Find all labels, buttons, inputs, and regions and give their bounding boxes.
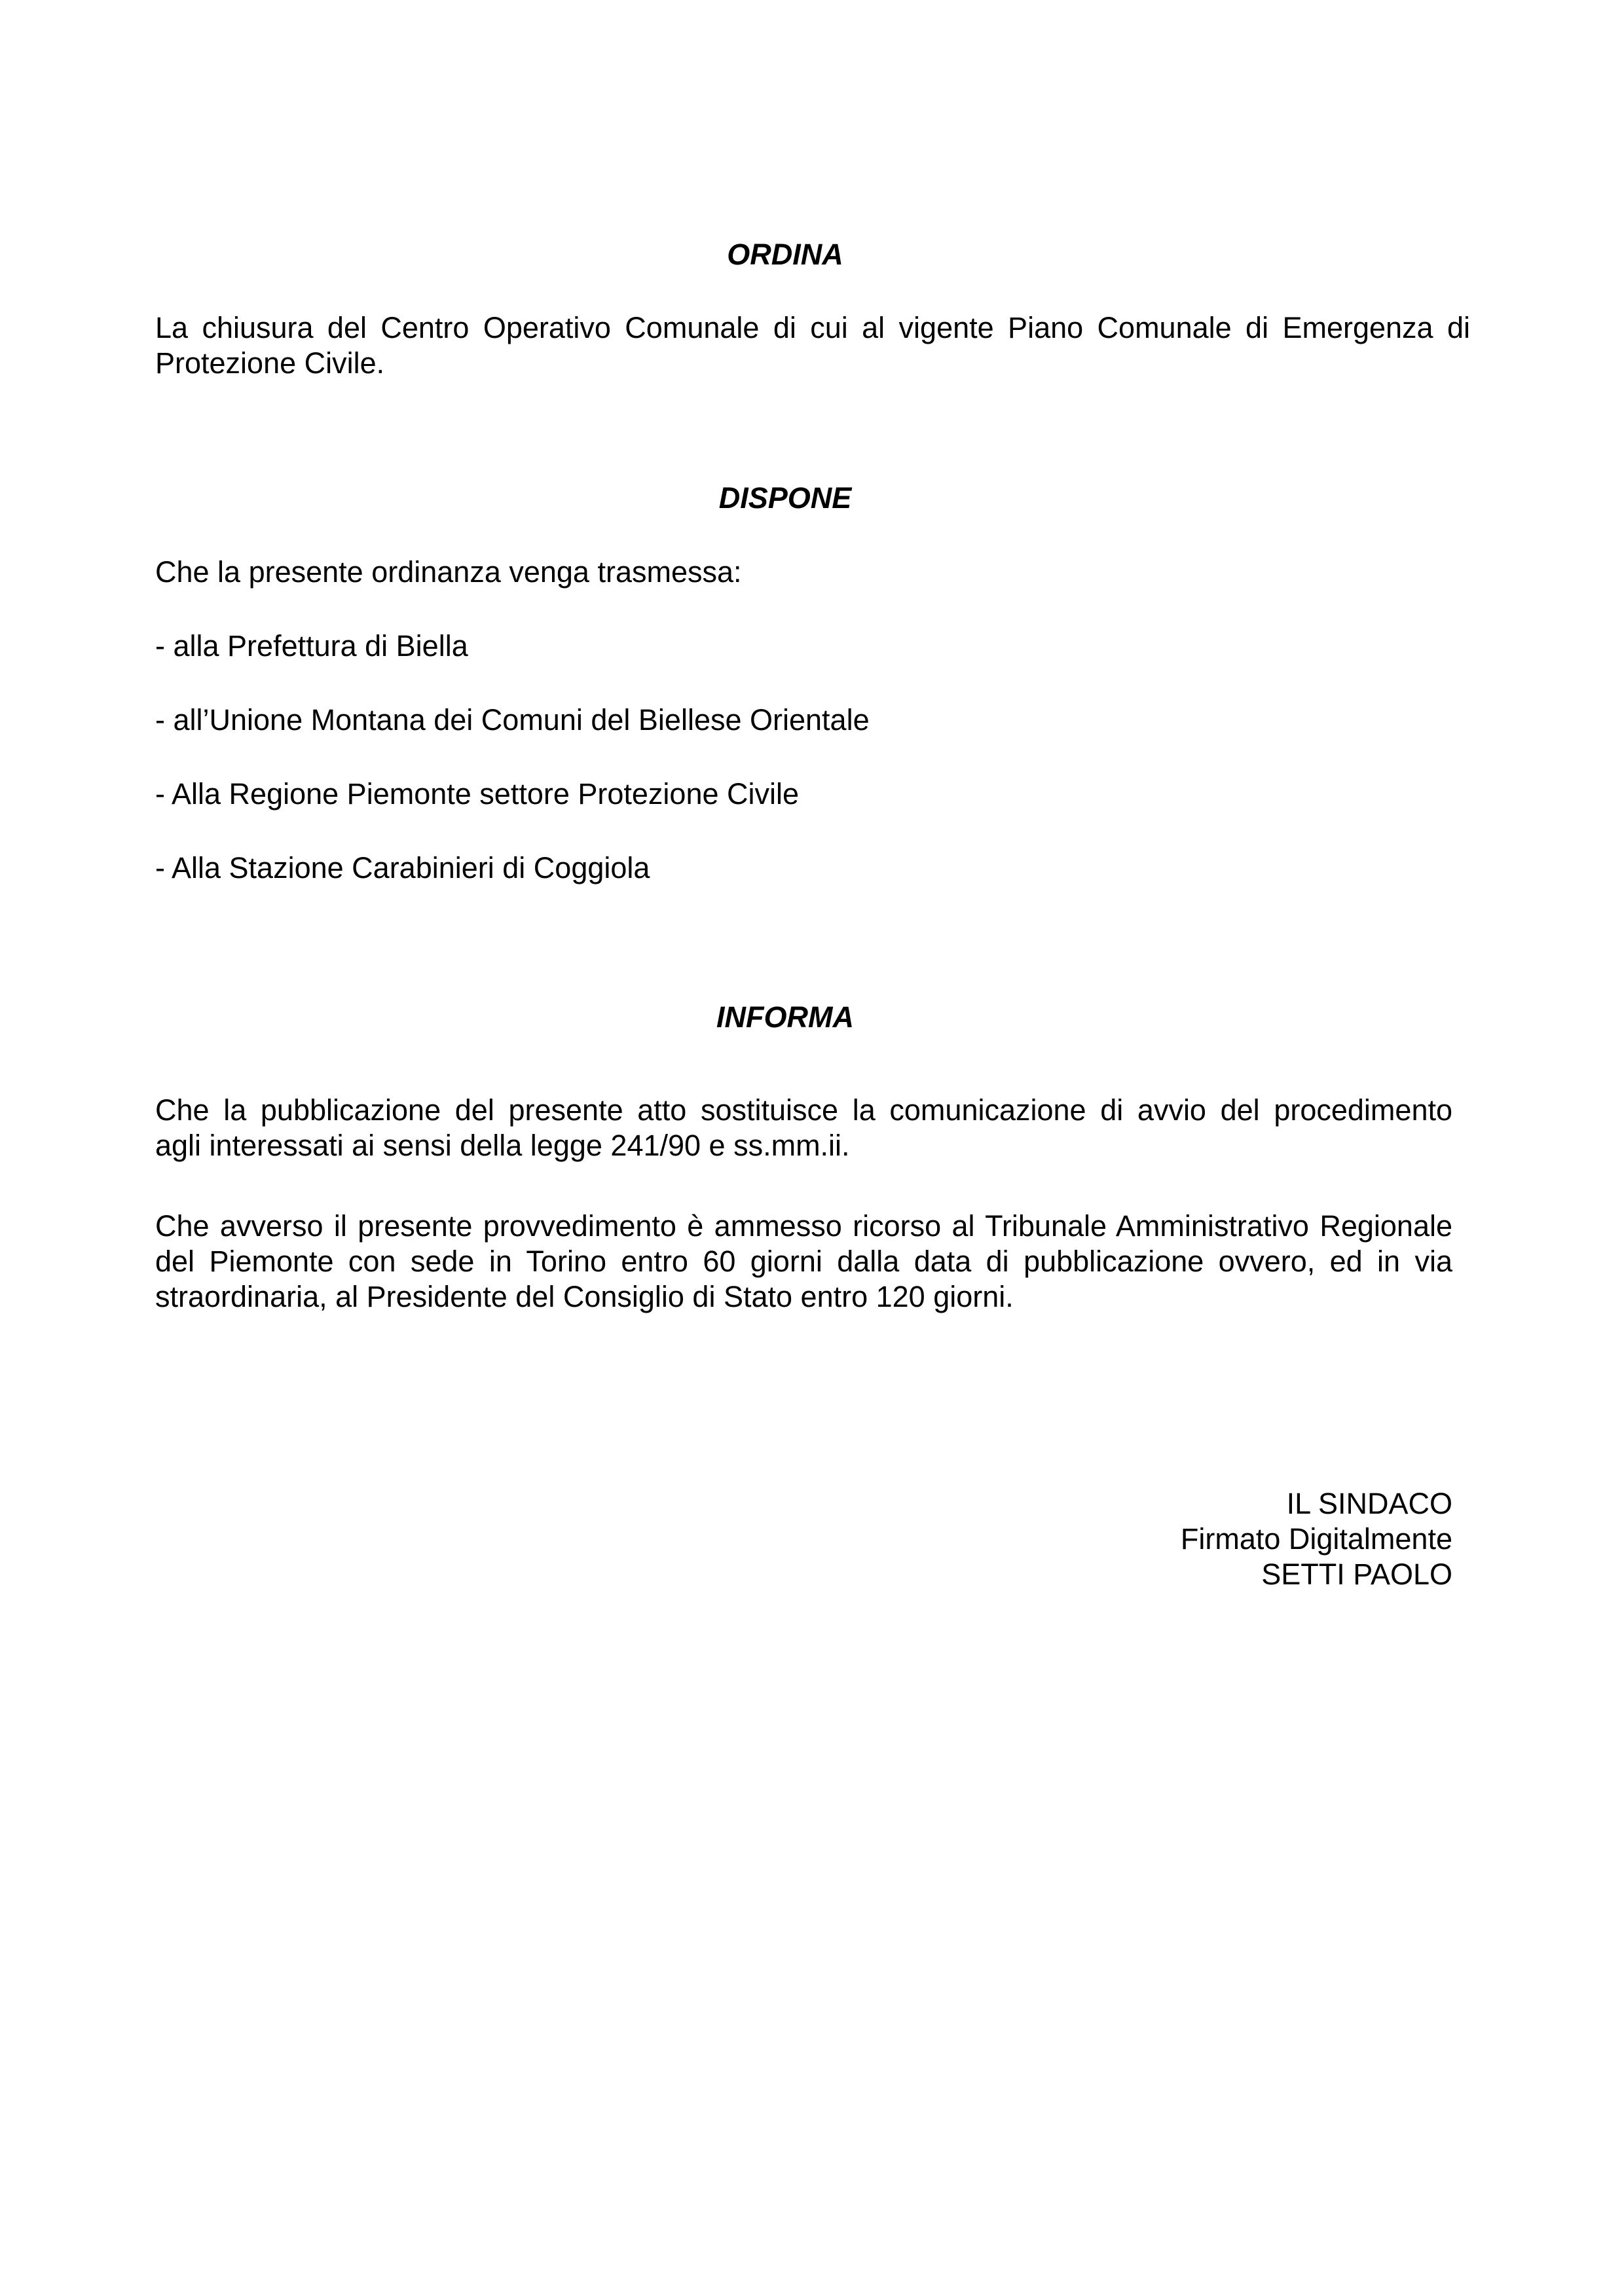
ordina-paragraph-line-1: La chiusura del Centro Operativo Comunale di cui al vigente Piano Comunale di Emergenza di (155, 311, 1470, 344)
informa-paragraph-1-line-2: agli interessati ai sensi della legge 241/90 e ss.mm.ii. (155, 1129, 850, 1162)
signature-name: SETTI PAOLO (1261, 1558, 1452, 1591)
signature-block (1181, 1486, 1452, 1592)
informa-paragraph-2-line-1: Che avverso il presente provvedimento è ammesso ricorso al Tribunale Amministrativo Regionale (155, 1209, 1452, 1243)
recipient-item: - all’Unione Montana dei Comuni del Biellese Orientale (155, 703, 870, 737)
informa-paragraph-1-line-1: Che la pubblicazione del presente atto sostituisce la comunicazione di avvio del procedimento (155, 1093, 1452, 1127)
ordina-paragraph-line-2: Protezione Civile. (155, 346, 385, 380)
recipient-item: - Alla Regione Piemonte settore Protezione Civile (155, 777, 800, 811)
dispone-heading: DISPONE (718, 481, 852, 515)
dispone-intro: Che la presente ordinanza venga trasmessa: (155, 555, 742, 589)
signature-title: IL SINDACO (1286, 1487, 1452, 1520)
informa-paragraph-2-line-3: straordinaria, al Presidente del Consiglio di Stato entro 120 giorni. (155, 1280, 1014, 1313)
informa-heading: INFORMA (716, 1000, 854, 1034)
ordina-heading: ORDINA (727, 238, 843, 271)
recipient-item: - alla Prefettura di Biella (155, 629, 468, 663)
recipient-item: - Alla Stazione Carabinieri di Coggiola (155, 851, 650, 884)
informa-paragraph-2-line-2: del Piemonte con sede in Torino entro 60 giorni dalla data di pubblicazione ovvero, ed in via (155, 1245, 1452, 1278)
signature-note: Firmato Digitalmente (1180, 1522, 1452, 1556)
